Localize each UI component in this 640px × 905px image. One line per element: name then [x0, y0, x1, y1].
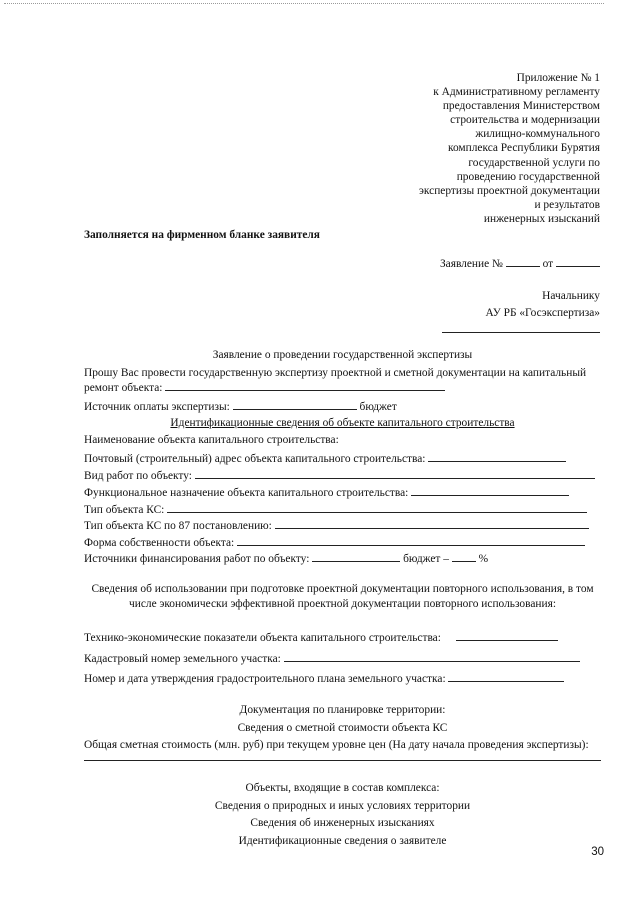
application-date-label: от: [542, 258, 554, 270]
appendix-line: строительства и модернизации: [450, 114, 600, 127]
object-name-blank[interactable]: [165, 380, 445, 391]
appendix-line: к Административному регламенту: [433, 86, 600, 99]
addressee-name-blank[interactable]: [442, 324, 600, 333]
funding-budget-label: бюджет –: [403, 553, 449, 565]
natural-conditions: Сведения о природных и иных условиях территории: [214, 800, 471, 812]
field-tech-econ: [84, 630, 558, 645]
functional-purpose-blank[interactable]: [411, 485, 569, 496]
funding-sources-label: Источники финансирования работ по объекту:: [84, 553, 310, 565]
complex-objects: Объекты, входящие в состав комплекса:: [245, 782, 440, 794]
gpzu-label: Номер и дата утверждения градостроительного плана земельного участка:: [84, 673, 446, 685]
request-line2: [84, 380, 445, 395]
application-number-blank[interactable]: [506, 256, 540, 267]
work-type-blank[interactable]: [195, 468, 595, 479]
field-gpzu: [84, 671, 564, 686]
reuse-line1: Сведения об использовании при подготовке проектной документации повторного использования, в том: [91, 583, 594, 595]
payment-blank[interactable]: [233, 399, 357, 410]
appendix-line: и результатов: [534, 198, 600, 211]
addressee-line2: АУ РБ «Госэкспертиза»: [485, 307, 600, 319]
appendix-line: государственной услуги по: [468, 156, 600, 169]
work-type-label: Вид работ по объекту:: [84, 470, 192, 482]
field-postal-address: [84, 451, 566, 466]
section-identification-text: Идентификационные сведения об объекте капитального строительства: [170, 417, 515, 429]
page-number: 30: [591, 846, 604, 858]
ownership-blank[interactable]: [237, 535, 585, 546]
field-cadastral: [84, 651, 580, 666]
tech-econ-blank[interactable]: [456, 630, 558, 641]
request-line2-text: ремонт объекта:: [84, 382, 163, 394]
cadastral-label: Кадастровый номер земельного участка:: [84, 653, 281, 665]
application-date-blank[interactable]: [556, 256, 600, 267]
scan-edge-line: [4, 3, 604, 4]
field-funding-sources: [84, 551, 488, 566]
cadastral-blank[interactable]: [284, 651, 580, 662]
payment-label: Источник оплаты экспертизы:: [84, 401, 230, 413]
postal-address-blank[interactable]: [428, 451, 566, 462]
tech-econ-label: Технико-экономические показатели объекта капитального строительства:: [84, 632, 441, 644]
funding-percent-sign: %: [478, 553, 489, 565]
gpzu-blank[interactable]: [448, 671, 564, 682]
field-ks-type: [84, 502, 587, 517]
field-functional-purpose: [84, 485, 569, 500]
addressee-block: [442, 288, 600, 339]
section-identification: [84, 416, 601, 430]
document-title: Заявление о проведении государственной экспертизы: [212, 349, 473, 361]
ks-type-87-label: Тип объекта КС по 87 постановлению:: [84, 520, 272, 532]
field-ownership: [84, 535, 585, 550]
applicant-info: Идентификационные сведения о заявителе: [238, 835, 447, 847]
appendix-line: комплекса Республики Бурятия: [447, 142, 600, 155]
appendix-line: Приложение № 1: [516, 72, 600, 84]
appendix-line: проведению государственной: [456, 170, 600, 183]
reuse-line2: числе экономически эффективной проектной документации повторного использования:: [129, 598, 556, 610]
application-number: [440, 256, 600, 270]
engineering-surveys: Сведения об инженерных изысканиях: [250, 817, 435, 829]
total-cost: Общая сметная стоимость (млн. руб) при текущем уровне цен (На дату начала проведения экспертизы):: [84, 739, 589, 751]
application-number-label: Заявление №: [439, 258, 503, 270]
request-line1: Прошу Вас провести государственную экспертизу проектной и сметной документации на капитальный: [84, 367, 587, 379]
funding-sources-blank[interactable]: [312, 551, 400, 562]
ks-type-label: Тип объекта КС:: [84, 504, 165, 516]
field-ks-type-87: [84, 518, 589, 533]
field-work-type: [84, 468, 595, 483]
appendix-line: экспертизы проектной документации: [419, 184, 600, 197]
appendix-line: инженерных изысканий: [483, 212, 600, 225]
ks-type-87-blank[interactable]: [275, 518, 589, 529]
functional-purpose-label: Функциональное назначение объекта капитального строительства:: [84, 487, 409, 499]
field-object-name: Наименование объекта капитального строительства:: [84, 434, 339, 446]
payment-suffix: бюджет: [359, 401, 397, 413]
appendix-header: [360, 71, 600, 226]
addressee-line1: Начальнику: [542, 290, 600, 302]
ks-type-blank[interactable]: [167, 502, 587, 513]
funding-percent-blank[interactable]: [452, 551, 476, 562]
planning-docs: Документация по планировке территории:: [239, 704, 446, 716]
total-cost-blank[interactable]: [84, 760, 601, 761]
ownership-label: Форма собственности объекта:: [84, 537, 235, 549]
postal-address-label: Почтовый (строительный) адрес объекта капитального строительства:: [84, 453, 426, 465]
appendix-line: предоставления Министерством: [442, 100, 600, 113]
fill-note: Заполняется на фирменном бланке заявителя: [84, 229, 320, 241]
appendix-line: жилищно-коммунального: [475, 128, 600, 141]
estimate-info: Сведения о сметной стоимости объекта КС: [237, 722, 448, 734]
payment-line: [84, 399, 397, 414]
